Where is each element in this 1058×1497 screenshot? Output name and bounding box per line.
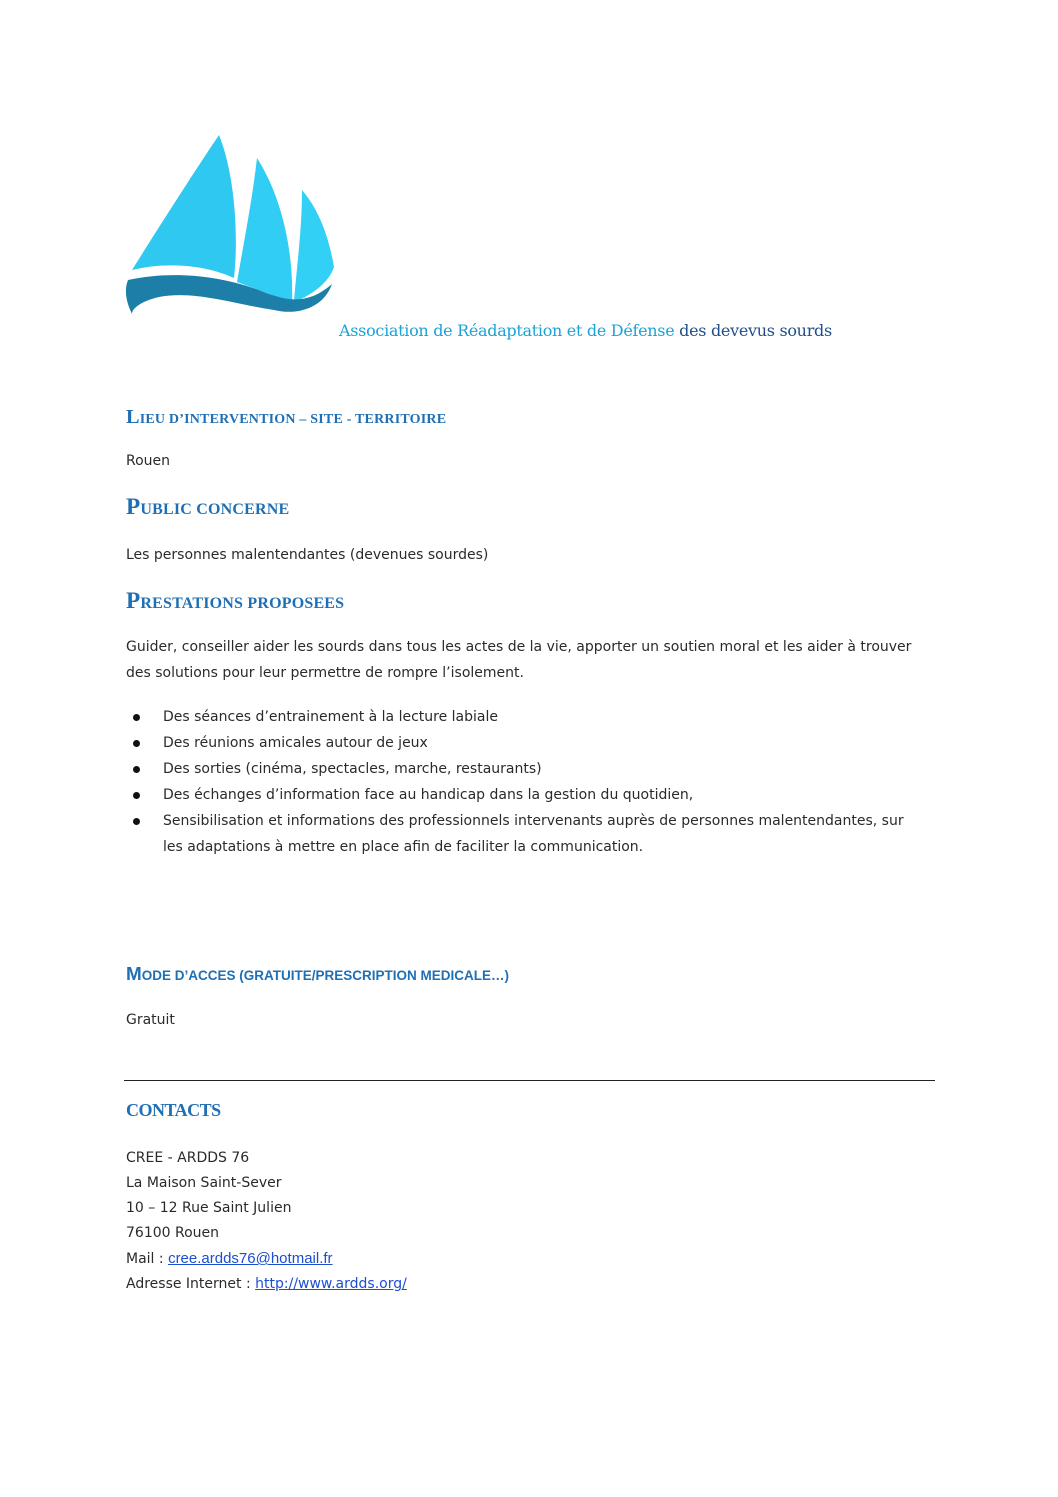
bullet-icon	[133, 714, 140, 721]
list-item-text: Des séances d’entrainement à la lecture labiale	[163, 709, 498, 725]
bullet-icon	[133, 740, 140, 747]
list-item	[126, 704, 926, 730]
title-initial: M	[126, 964, 142, 985]
title-initial: L	[126, 406, 140, 428]
title-initial: P	[126, 494, 141, 520]
mail-label: Mail :	[126, 1251, 169, 1267]
mail-link[interactable]: cree.ardds76@hotmail.fr	[168, 1250, 333, 1267]
title-rest: RESTATIONS PROPOSEES	[140, 595, 345, 612]
divider	[124, 1080, 935, 1081]
section-title-contacts: CONTACTS	[126, 1100, 221, 1120]
web-label: Adresse Internet :	[126, 1276, 256, 1292]
public-text: Les personnes malentendantes (devenues sourdes)	[126, 547, 489, 563]
list-item-text: Des échanges d’information face au handicap dans la gestion du quotidien,	[163, 787, 694, 803]
bullet-icon	[133, 818, 140, 825]
section-title-mode	[126, 964, 509, 986]
prestations-intro: Guider, conseiller aider les sourds dans tous les actes de la vie, apporter un soutien moral et les aider à trouver des solutions pour leur permettre de rompre l’isolement.	[126, 639, 912, 681]
contact-mail-row	[126, 1246, 407, 1272]
section-title-lieu	[126, 406, 446, 429]
title-rest: IEU D’INTERVENTION – SITE - TERRITOIRE	[139, 412, 447, 427]
tagline-part-2: des devevus sourds	[679, 321, 832, 340]
section-title-public	[126, 494, 289, 521]
contact-block	[126, 1146, 407, 1297]
section-title-prestations	[126, 588, 344, 615]
list-item-text: Des réunions amicales autour de jeux	[163, 735, 428, 751]
bullet-icon	[133, 766, 140, 773]
title-rest: UBLIC CONCERNE	[140, 501, 290, 518]
contact-city: 76100 Rouen	[126, 1225, 220, 1241]
contact-web-row	[126, 1272, 407, 1297]
list-item	[126, 782, 926, 808]
list-item	[126, 808, 926, 860]
website-link[interactable]: http://www.ardds.org/	[255, 1276, 407, 1292]
contact-building: La Maison Saint-Sever	[126, 1175, 282, 1191]
title-initial: P	[126, 588, 141, 614]
list-item	[126, 730, 926, 756]
association-tagline	[339, 321, 832, 340]
title-rest: ODE D’ACCES (GRATUITE/PRESCRIPTION MEDICALE…)	[141, 968, 510, 983]
bullet-icon	[133, 792, 140, 799]
prestations-list	[126, 704, 926, 860]
tagline-part-1: Association de Réadaptation et de Défense	[339, 321, 675, 340]
list-item	[126, 756, 926, 782]
contact-street: 10 – 12 Rue Saint Julien	[126, 1200, 292, 1216]
sailboat-logo	[124, 132, 339, 316]
lieu-text: Rouen	[126, 453, 171, 469]
list-item-text: Sensibilisation et informations des professionnels intervenants auprès de personnes malentendantes, sur les adaptations à mettre en place afin de faciliter la communication.	[163, 813, 904, 855]
contact-org: CREE - ARDDS 76	[126, 1150, 250, 1166]
list-item-text: Des sorties (cinéma, spectacles, marche, restaurants)	[163, 761, 542, 777]
mode-text: Gratuit	[126, 1012, 175, 1028]
